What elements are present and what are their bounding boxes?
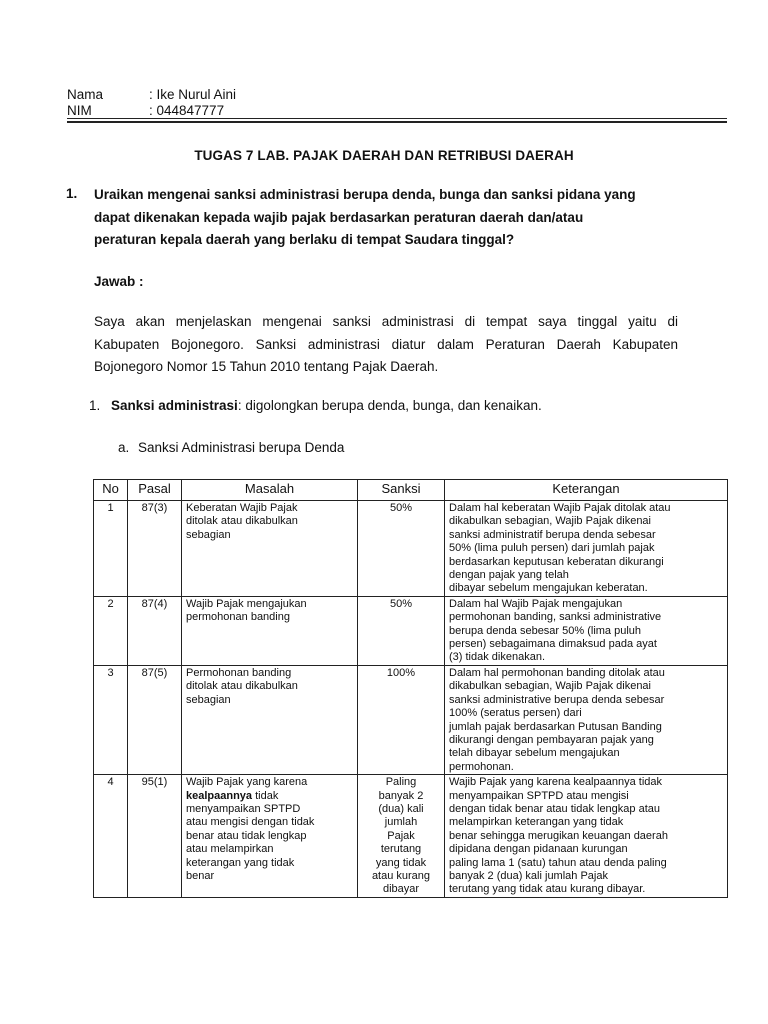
- masalah-line: menyampaikan SPTPD: [186, 802, 301, 815]
- name-row: [67, 87, 236, 103]
- cell-keterangan: [445, 596, 728, 665]
- masalah-line: benar: [186, 869, 215, 882]
- keterangan-line: dikabulkan sebagian, Wajib Pajak dikenai: [449, 515, 651, 528]
- keterangan-line: dikurangi dengan pembayaran pajak yang: [449, 733, 654, 746]
- keterangan-line: persen) sebagaimana dimaksud pada ayat: [449, 638, 657, 651]
- masalah-line: sebagian: [186, 693, 231, 706]
- cell-no: 2: [94, 596, 128, 665]
- keterangan-line: sanksi administratif berupa denda sebesar: [449, 528, 656, 541]
- header-rule-thin: [67, 118, 727, 119]
- table-row: [94, 501, 728, 597]
- table-row: [94, 596, 728, 665]
- keterangan-line: Dalam hal permohonan banding ditolak atau: [449, 666, 665, 679]
- cell-pasal: 87(3): [128, 501, 182, 597]
- sanksi-line: 50%: [389, 597, 413, 610]
- cell-pasal: 95(1): [128, 775, 182, 898]
- masalah-line: benar atau tidak lengkap: [186, 829, 307, 842]
- question-number: 1.: [66, 186, 78, 201]
- keterangan-line: dibayar sebelum mengajukan keberatan.: [449, 582, 648, 595]
- keterangan-line: Dalam hal keberatan Wajib Pajak ditolak atau: [449, 502, 671, 514]
- keterangan-line: paling lama 1 (satu) tahun atau denda paling: [449, 856, 667, 869]
- cell-pasal: 87(4): [128, 596, 182, 665]
- cell-no: 1: [94, 501, 128, 597]
- keterangan-line: berdasarkan keputusan keberatan dikurangi: [449, 555, 664, 568]
- masalah-line: Keberatan Wajib Pajak: [186, 502, 298, 514]
- keterangan-line: dengan tidak benar atau tidak lengkap atau: [449, 802, 660, 815]
- sanksi-line: banyak 2: [378, 789, 424, 802]
- masalah-line: ditolak atau dikabulkan: [186, 680, 298, 693]
- sanksi-line: dibayar: [382, 883, 420, 896]
- cell-sanksi: [358, 501, 445, 597]
- table-header-row: [94, 480, 728, 501]
- masalah-line: keterangan yang tidak: [186, 856, 295, 869]
- cell-keterangan: [445, 775, 728, 898]
- answer-paragraph: [94, 311, 678, 379]
- header-keterangan: Keterangan: [445, 480, 728, 501]
- keterangan-line: dipidana dengan pidanaan kurungan: [449, 843, 628, 856]
- sanksi-line: yang tidak: [375, 856, 427, 869]
- paragraph-line: Saya akan menjelaskan mengenai sanksi administrasi di tempat saya tinggal yaitu di: [94, 314, 678, 329]
- sanksi-line: (dua) kali: [378, 802, 424, 815]
- cell-masalah: [182, 665, 358, 774]
- sanksi-line: Pajak: [387, 829, 415, 842]
- sub-item-text: Sanksi Administrasi berupa Denda: [138, 440, 345, 455]
- cell-sanksi: [358, 596, 445, 665]
- sub-item-marker: a.: [118, 440, 130, 455]
- name-label: Nama: [67, 87, 104, 102]
- name-value: : Ike Nurul Aini: [149, 87, 237, 102]
- header-no: No: [94, 480, 128, 501]
- answer-label: Jawab :: [94, 274, 144, 289]
- cell-pasal: 87(5): [128, 665, 182, 774]
- sanksi-line: jumlah: [384, 816, 418, 829]
- sanksi-line: Paling: [385, 776, 417, 789]
- keterangan-line: jumlah pajak berdasarkan Putusan Banding: [449, 720, 662, 733]
- question-line: Uraikan mengenai sanksi administrasi berupa denda, bunga dan sanksi pidana yang: [94, 187, 636, 202]
- masalah-line: Wajib Pajak mengajukan: [186, 597, 307, 610]
- paragraph-line: Bojonegoro Nomor 15 Tahun 2010 tentang Pajak Daerah.: [94, 359, 439, 374]
- cell-no: 3: [94, 665, 128, 774]
- cell-masalah: [182, 501, 358, 597]
- keterangan-line: dikabulkan sebagian, Wajib Pajak dikenai: [449, 680, 651, 693]
- sub-item: [118, 440, 344, 455]
- header-rule-thick: [67, 121, 727, 123]
- document-title: TUGAS 7 LAB. PAJAK DAERAH DAN RETRIBUSI DAERAH: [194, 148, 574, 163]
- keterangan-line: (3) tidak dikenakan.: [449, 651, 545, 664]
- keterangan-line: Dalam hal Wajib Pajak mengajukan: [449, 597, 623, 610]
- keterangan-line: menyampaikan SPTPD atau mengisi: [449, 789, 629, 802]
- masalah-line: Wajib Pajak yang karena: [186, 776, 308, 789]
- cell-keterangan: [445, 665, 728, 774]
- keterangan-line: 50% (lima puluh persen) dari jumlah pajak: [449, 542, 655, 555]
- keterangan-line: sanksi administrative berupa denda sebesar: [449, 693, 665, 706]
- keterangan-line: permohonan banding, sanksi administrative: [449, 611, 662, 624]
- keterangan-line: berupa denda sebesar 50% (lima puluh: [449, 624, 642, 637]
- header-masalah: Masalah: [182, 480, 358, 501]
- table-body: [94, 501, 728, 898]
- keterangan-line: telah dibayar sebelum mengajukan: [449, 747, 620, 760]
- keterangan-line: dengan pajak yang telah: [449, 569, 569, 582]
- sanksi-line: atau kurang: [371, 869, 431, 882]
- masalah-line: atau mengisi dengan tidak: [186, 816, 315, 829]
- list-item-bold: Sanksi administrasi: [111, 398, 238, 413]
- cell-sanksi: [358, 775, 445, 898]
- cell-keterangan: [445, 501, 728, 597]
- keterangan-line: benar sehingga merugikan keuangan daerah: [449, 829, 668, 842]
- header-sanksi: Sanksi: [358, 480, 445, 501]
- identity-block: [67, 87, 236, 118]
- masalah-line: kealpaannya tidak: [186, 789, 279, 802]
- keterangan-line: terutang yang tidak atau kurang dibayar.: [449, 883, 646, 896]
- list-item-text: [111, 398, 542, 413]
- cell-no: 4: [94, 775, 128, 898]
- table-row: [94, 665, 728, 774]
- masalah-line: ditolak atau dikabulkan: [186, 515, 298, 528]
- masalah-bold: kealpaannya: [186, 789, 253, 802]
- keterangan-line: Wajib Pajak yang karena kealpaannya tidak: [449, 776, 663, 789]
- header-pasal: Pasal: [128, 480, 182, 501]
- question-line: peraturan kepala daerah yang berlaku di tempat Saudara tinggal?: [94, 232, 515, 247]
- table-row: [94, 775, 728, 898]
- list-item-number: 1.: [89, 398, 101, 413]
- sanksi-table: [93, 479, 728, 898]
- keterangan-line: permohonan.: [449, 760, 514, 773]
- list-item-rest: : digolongkan berupa denda, bunga, dan kenaikan.: [237, 398, 542, 413]
- cell-masalah: [182, 596, 358, 665]
- nim-row: [67, 103, 236, 119]
- nim-value: : 044847777: [149, 102, 225, 118]
- sanksi-line: 100%: [386, 666, 416, 679]
- question-text: [94, 184, 694, 252]
- sanksi-line: 50%: [389, 502, 413, 514]
- paragraph-line: Kabupaten Bojonegoro. Sanksi administrasi diatur dalam Peraturan Daerah Kabupaten: [94, 336, 678, 352]
- keterangan-line: banyak 2 (dua) kali jumlah Pajak: [449, 869, 608, 882]
- masalah-line: atau melampirkan: [186, 843, 274, 856]
- masalah-line: sebagian: [186, 528, 231, 541]
- question-line: dapat dikenakan kepada wajib pajak berdasarkan peraturan daerah dan/atau: [94, 209, 584, 225]
- masalah-line: permohonan banding: [186, 611, 290, 624]
- nim-label: NIM: [67, 102, 92, 118]
- keterangan-line: melampirkan keterangan yang tidak: [449, 816, 624, 829]
- cell-masalah: [182, 775, 358, 898]
- masalah-line: Permohonan banding: [186, 666, 292, 679]
- keterangan-line: 100% (seratus persen) dari: [449, 707, 582, 720]
- sanksi-line: terutang: [380, 843, 422, 856]
- cell-sanksi: [358, 665, 445, 774]
